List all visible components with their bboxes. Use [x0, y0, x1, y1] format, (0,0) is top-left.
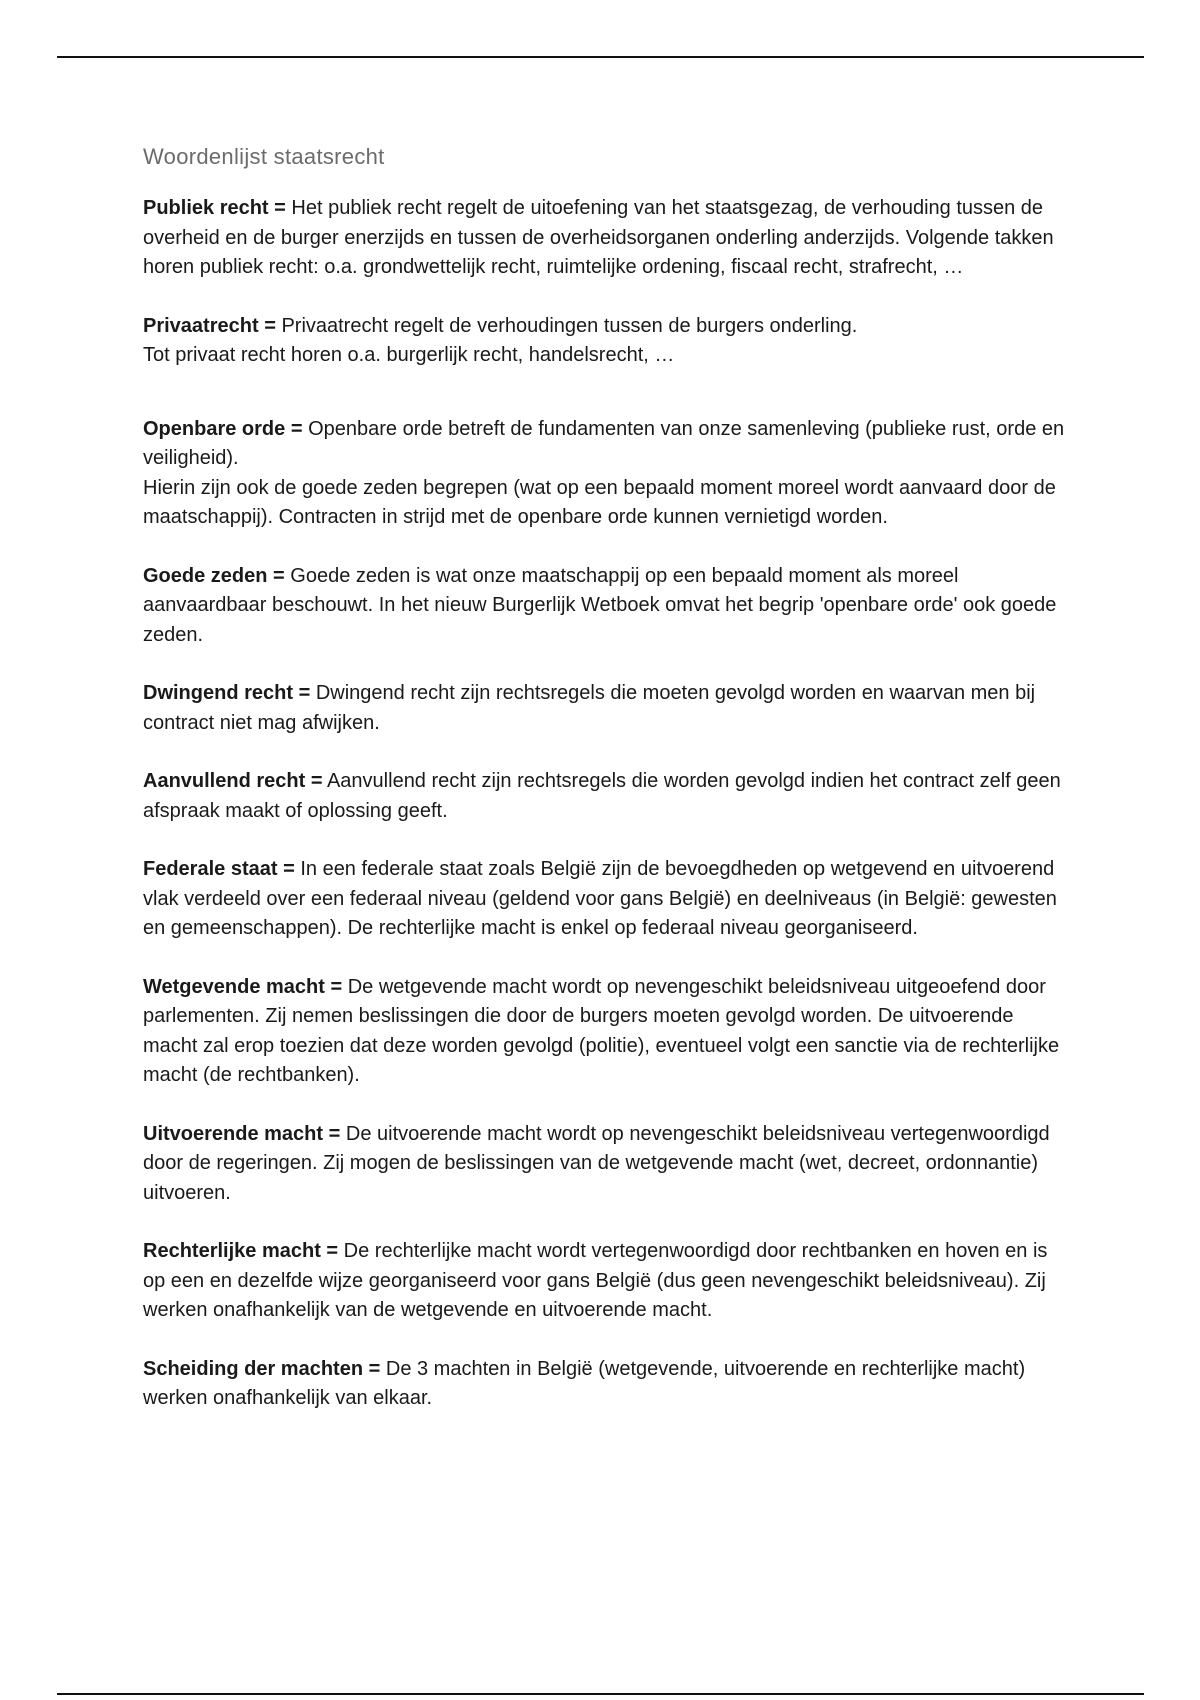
- entry-separator: =: [298, 682, 311, 704]
- entry-privaatrecht: [143, 312, 1073, 371]
- entry-term: Goede zeden: [143, 564, 268, 587]
- entry-term: Publiek recht: [143, 197, 269, 219]
- entry-aanvullend-recht: [143, 767, 1073, 826]
- entry-wetgevende-macht: [143, 973, 1073, 1091]
- document-title: Woordenlijst staatsrecht: [143, 144, 385, 169]
- entry-term: Scheiding der machten: [143, 1357, 364, 1380]
- entry-separator: =: [283, 858, 295, 880]
- entry-definition: Openbare orde betreft de fundamenten van onze samenleving (publieke rust, orde en veiligheid).: [143, 417, 1065, 469]
- entry-definition: De rechterlijke macht wordt vertegenwoordigd door rechtbanken en hoven en is op een en dezelfde wijze georganiseerd voor gans België (dus geen nevengeschikt beleidsniveau). Zij werken onafhankelijk van de wetgevende en uitvoerende macht.: [143, 1240, 1048, 1321]
- entry-term: Uitvoerende macht: [143, 1122, 324, 1145]
- entry-goede-zeden: [143, 562, 1073, 651]
- entry-definition: Dwingend recht zijn rechtsregels die moeten gevolgd worden en waarvan men bij contract niet mag afwijken.: [143, 682, 1036, 734]
- entry-definition: Het publiek recht regelt de uitoefening van het staatsgezag, de verhouding tussen de overheid en de burger enerzijds en tussen de overheidsorganen onderling anderzijds. Volgende takken horen publiek recht: o.a. grondwettelijk recht, ruimtelijke ordening, fiscaal recht, strafrecht, …: [143, 197, 1054, 278]
- entry-federale-staat: [143, 855, 1073, 944]
- entry-uitvoerende-macht: [143, 1120, 1073, 1209]
- top-divider: [57, 56, 1144, 58]
- entry-definition: Aanvullend recht zijn rechtsregels die worden gevolgd indien het contract zelf geen afspraak maakt of oplossing geeft.: [143, 770, 1061, 822]
- entry-definition-line: Tot privaat recht horen o.a. burgerlijk recht, handelsrecht, …: [143, 344, 675, 366]
- entry-term: Privaatrecht: [143, 314, 259, 337]
- entry-definition: De 3 machten in België (wetgevende, uitvoerende en rechterlijke macht) werken onafhankelijk van elkaar.: [143, 1357, 1026, 1409]
- bottom-divider: [57, 1693, 1144, 1695]
- entry-definition: Goede zeden is wat onze maatschappij op een bepaald moment als moreel aanvaardbaar beschouwt. In het nieuw Burgerlijk Wetboek omvat het begrip 'openbare orde' ook goede zeden.: [143, 564, 1057, 646]
- entry-term: Openbare orde: [143, 417, 286, 440]
- entry-openbare-orde: [143, 415, 1073, 533]
- entry-separator: =: [310, 770, 323, 792]
- entry-rechterlijke-macht: [143, 1237, 1073, 1326]
- entry-definition: Privaatrecht regelt de verhoudingen tussen de burgers onderling.: [281, 314, 858, 337]
- entry-separator: =: [264, 314, 276, 337]
- entry-separator: =: [368, 1357, 381, 1380]
- entry-definition-line: Hierin zijn ook de goede zeden begrepen (wat op een bepaald moment moreel wordt aanvaard door de maatschappij). Contracten in strijd met de openbare orde kunnen vernietigd worden.: [143, 476, 1056, 528]
- entry-scheiding-der-machten: [143, 1355, 1073, 1414]
- entry-separator: =: [290, 417, 303, 440]
- entry-separator: =: [274, 197, 286, 219]
- entry-dwingend-recht: [143, 679, 1073, 738]
- entry-publiek-recht: [143, 194, 1073, 283]
- entry-definition: In een federale staat zoals België zijn de bevoegdheden op wetgevend en uitvoerend vlak verdeeld over een federaal niveau (geldend voor gans België) en deelniveaus (in België: gewesten en gemeenschappen). De rechterlijke macht is enkel op federaal niveau georganiseerd.: [143, 858, 1057, 939]
- entry-separator: =: [326, 1240, 339, 1262]
- entry-separator: =: [328, 1122, 341, 1145]
- entry-definition: De uitvoerende macht wordt op nevengeschikt beleidsniveau vertegenwoordigd door de regeringen. Zij mogen de beslissingen van de wetgevende macht (wet, decreet, ordonnantie) uitvoeren.: [143, 1122, 1050, 1204]
- entry-term: Aanvullend recht: [143, 770, 306, 792]
- entry-definition: De wetgevende macht wordt op nevengeschikt beleidsniveau uitgeoefend door parlementen. Zij nemen beslissingen die door de burgers moeten gevolgd worden. De uitvoerende macht zal erop toezien dat deze worden gevolgd (politie), eventueel volgt een sanctie via de rechterlijke macht (de rechtbanken).: [143, 975, 1060, 1086]
- entry-term: Rechterlijke macht: [143, 1240, 321, 1262]
- entry-term: Wetgevende macht: [143, 975, 325, 998]
- document-body: [143, 142, 1073, 1443]
- entry-term: Dwingend recht: [143, 682, 294, 704]
- entry-separator: =: [273, 564, 285, 587]
- entry-separator: =: [330, 975, 343, 998]
- entry-term: Federale staat: [143, 858, 278, 880]
